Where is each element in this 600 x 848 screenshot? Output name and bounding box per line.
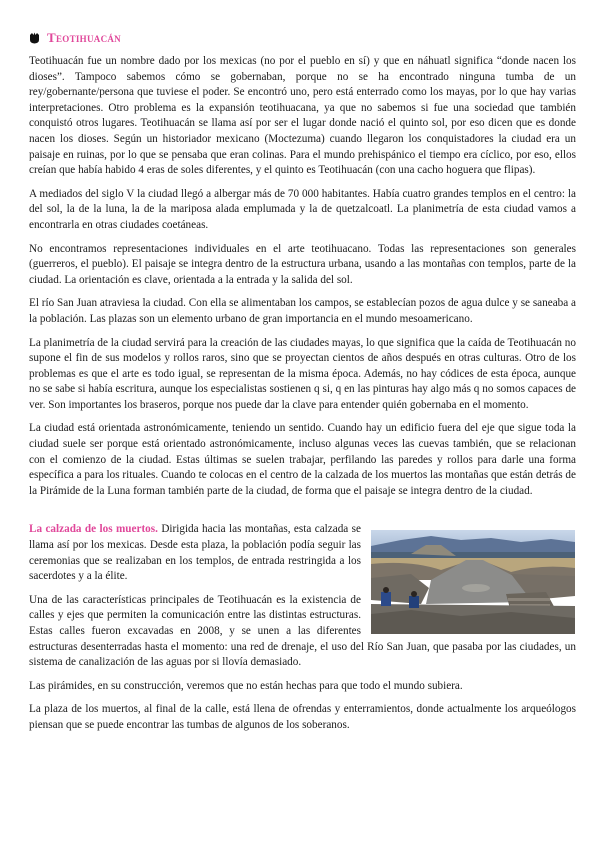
paragraph: El río San Juan atraviesa la ciudad. Con ella se alimentaban los campos, se establecían pozos de agua dulce y se saneaba a la población. Las plazas son un elemento urbano de gran importancia en el mundo mesoamericano.	[29, 297, 576, 325]
section-header	[29, 30, 576, 46]
paragraph: Las pirámides, en su construcción, veremos que no están hechas para que todo el mundo subiera.	[29, 679, 463, 692]
paragraph: La planimetría de la ciudad servirá para la creación de las ciudades mayas, lo que significa que la caída de Teotihuacán no supone el fin de sus modelos y rollos raros, sino que se proyectan cientos de años después en otras culturas. Otro de los problemas es que el arte es todo igual, se representan de la misma época. Además, no hay códices de esta época, aunque no se sabe si había escritura, aunque los especialistas sostienen q si, q en las pinturas hay algo más q no somos capaces de ver. Son importantes los braseros, porque nos puede dar la clave para entender quién gobernaba en el momento.	[29, 336, 576, 411]
paragraph: A mediados del siglo V la ciudad llegó a albergar más de 70 000 habitantes. Había cuatro grandes templos en el centro: la del sol, la de la luna, la de la mariposa alada emplumada y la de quetzalcoatl. La planimetría de esta ciudad vamos a encontrarla en otras ciudades coetáneas.	[29, 187, 576, 231]
document-page	[29, 30, 576, 742]
calzada-section	[29, 522, 576, 733]
paragraph: Una de las características principales de Teotihuacán es la existencia de calles y ejes que permiten la comunicación entre las distintas estructuras. Estas calles fueron excavadas en 2008, y se unen a las diferentes estructuras desenterradas hasta el momento: una red de drenaje, el uso del Río San Juan, que pasaba por las ciudades, un sistema de canalización de las aguas por si llovía demasiado.	[29, 593, 576, 669]
paragraph: No encontramos representaciones individuales en el arte teotihuacano. Todas las representaciones son generales (guerreros, el pueblo). El paisaje se integra dentro de la estructura urbana, usando a las montañas con templos, parte de la ciudad. La orientación es clave, orientada a la entrada y la salida del sol.	[29, 242, 576, 286]
paragraph: La ciudad está orientada astronómicamente, teniendo un sentido. Cuando hay un edificio fuera del eje que sigue toda la ciudad suele ser porque está orientado astronómicamente, incluso algunas veces las cuevas también, que se relacionan con el comienzo de la ciudad. Estas últimas se suelen trabajar, perfilando las paredes y rollos para darle una forma específica a para los rituales. Cuando te colocas en el centro de la calzada de los muertos las montañas que están detrás de la Pirámide de la Luna forman también parte de la ciudad, de forma que el paisaje se integra dentro de la ciudad.	[29, 422, 576, 497]
paragraph: Teotihuacán fue un nombre dado por los mexicas (no por el pueblo en sí) y que en náhuatl significa “donde nacen los dioses”. Tampoco sabemos cómo se gobernaban, porque no se ha encontrado ninguna tumba de un rey/gobernante/persona que tuviese el poder. Se encontró uno, pero está enterrado como los mayas, por lo que hay varias interpretaciones. Otro problema es la expansión teotihuacana, ya que no sabemos si fue una sociedad que también conquistó otros lugares. Teotihuacán se llama así por ser el lugar donde nació el quinto sol, por eso dicen que es donde nacen los dioses. Según un historiador mexicano (Moctezuma) cuando llegaron los conquistadores la ciudad era un paisaje en ruinas, por lo que se pensaba que eran colinas. Para el mundo prehispánico el tiempo era cíclico, por eso, ellos creían que había habido 4 eras de soles diferentes, y el quinto es Teotihuacán (con una cacho hoguera que flipas).	[29, 55, 576, 177]
paragraph: La plaza de los muertos, al final de la calle, está llena de ofrendas y enterramientos, donde actualmente los arqueólogos piensan que se puede encontrar las tumbas de algunos de los soberanos.	[29, 703, 576, 731]
calzada-heading: La calzada de los muertos.	[29, 523, 158, 536]
section-title: Teotihuacán	[47, 30, 121, 46]
calzada-intro: Dirigida hacia las montañas, esta calzada se llama así por los mexicas. Desde esta plaza, la población podía seguir las ceremonias que se realizaban en los templos, de entrada restringida a los sacerdotes y a la élite.	[29, 523, 361, 583]
calzada-photo	[371, 530, 575, 634]
crown-bullet-icon	[29, 32, 40, 44]
